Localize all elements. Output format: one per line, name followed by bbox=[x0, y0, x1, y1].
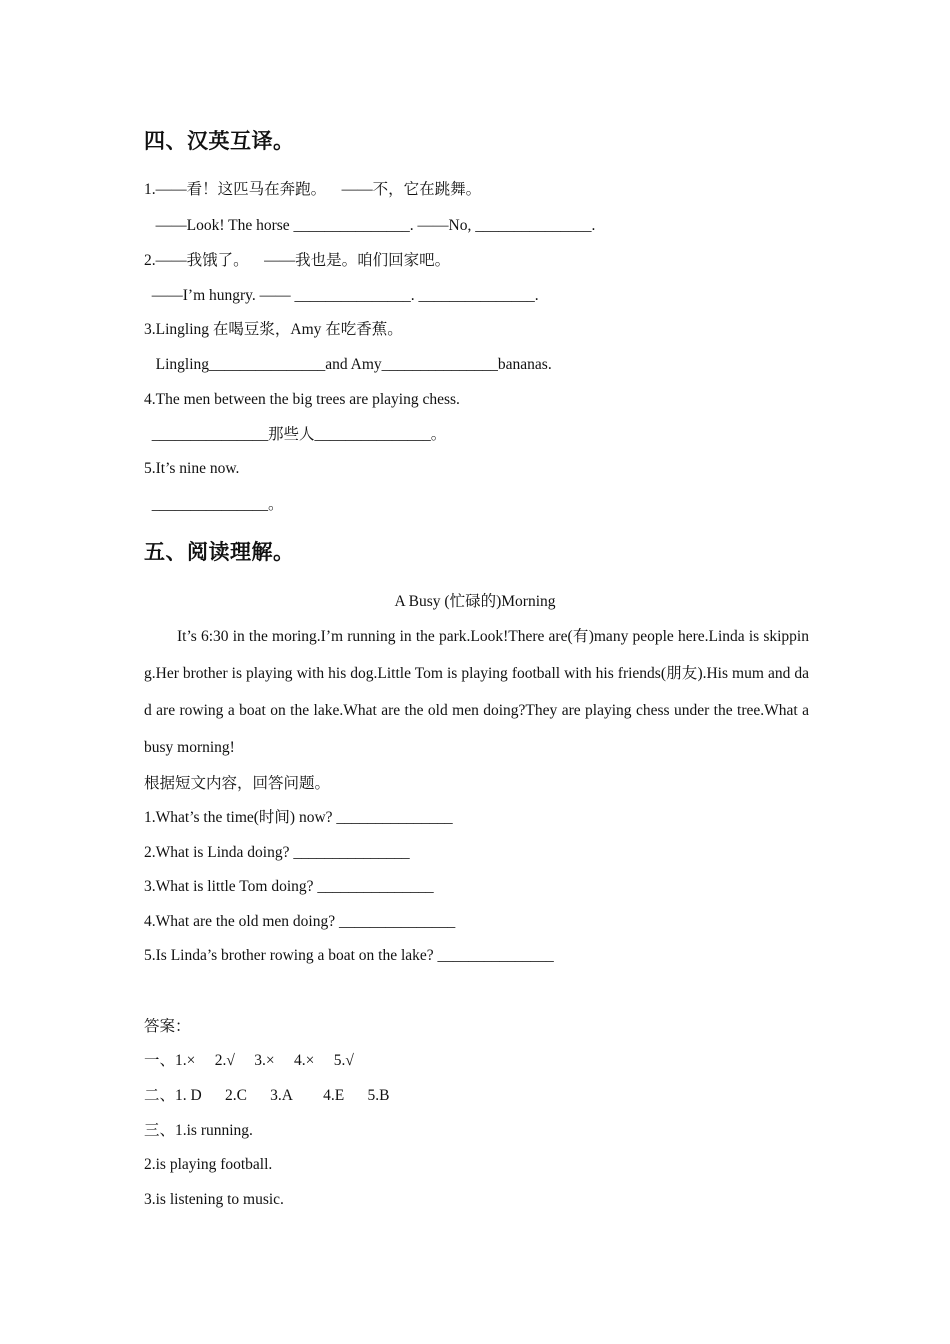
answer-section-3: 三、1.is running. bbox=[144, 1122, 253, 1139]
section-5-heading: 五、阅读理解。 bbox=[144, 540, 295, 564]
reading-passage-text: It’s 6:30 in the moring.I’m running in the park.Look!There are(有)many people here.Linda is skipping.Her brother is playing with his dog.Little Tom is playing football with his friends(朋友).His mum and dad are rowing a boat on the lake.What are the old men doing?They are playing chess under the tree.What a busy morning! bbox=[144, 628, 809, 756]
question-4: 4.What are the old men doing? _______________ bbox=[144, 913, 456, 930]
answer-section-1: 一、1.× 2.√ 3.× 4.× 5.√ bbox=[144, 1052, 354, 1069]
passage-title: A Busy (忙碌的)Morning bbox=[394, 593, 556, 610]
translation-item-1-english: ——Look! The horse _______________. ——No, _______________. bbox=[144, 217, 596, 234]
translation-item-2-english: ——I’m hungry. —— _______________. _______________. bbox=[144, 287, 539, 304]
question-3: 3.What is little Tom doing? _______________ bbox=[144, 878, 434, 895]
question-1: 1.What’s the time(时间) now? _______________ bbox=[144, 809, 453, 826]
question-5: 5.Is Linda’s brother rowing a boat on the lake? _______________ bbox=[144, 947, 554, 964]
translation-item-3-chinese: 3.Lingling 在喝豆浆，Amy 在吃香蕉。 bbox=[144, 321, 403, 338]
translation-item-1-chinese: 1.——看！这匹马在奔跑。 ——不，它在跳舞。 bbox=[144, 181, 482, 198]
question-instruction: 根据短文内容，回答问题。 bbox=[144, 775, 331, 792]
question-2: 2.What is Linda doing? _______________ bbox=[144, 844, 410, 861]
answer-section-2: 二、1. D 2.C 3.A 4.E 5.B bbox=[144, 1087, 390, 1104]
section-4-heading: 四、汉英互译。 bbox=[144, 129, 295, 153]
translation-item-5-chinese: _______________。 bbox=[144, 496, 284, 513]
translation-item-3-english: Lingling_______________and Amy_______________bananas. bbox=[144, 356, 552, 373]
translation-item-2-chinese: 2.——我饿了。 ——我也是。咱们回家吧。 bbox=[144, 252, 451, 269]
reading-passage bbox=[144, 618, 809, 766]
answer-section-3-item-3: 3.is listening to music. bbox=[144, 1191, 284, 1208]
answer-key-label: 答案： bbox=[144, 1018, 191, 1035]
translation-item-4-english: 4.The men between the big trees are playing chess. bbox=[144, 391, 460, 408]
answer-section-3-item-2: 2.is playing football. bbox=[144, 1156, 273, 1173]
translation-item-5-english: 5.It’s nine now. bbox=[144, 460, 240, 477]
translation-item-4-chinese: _______________那些人_______________。 bbox=[144, 426, 447, 443]
